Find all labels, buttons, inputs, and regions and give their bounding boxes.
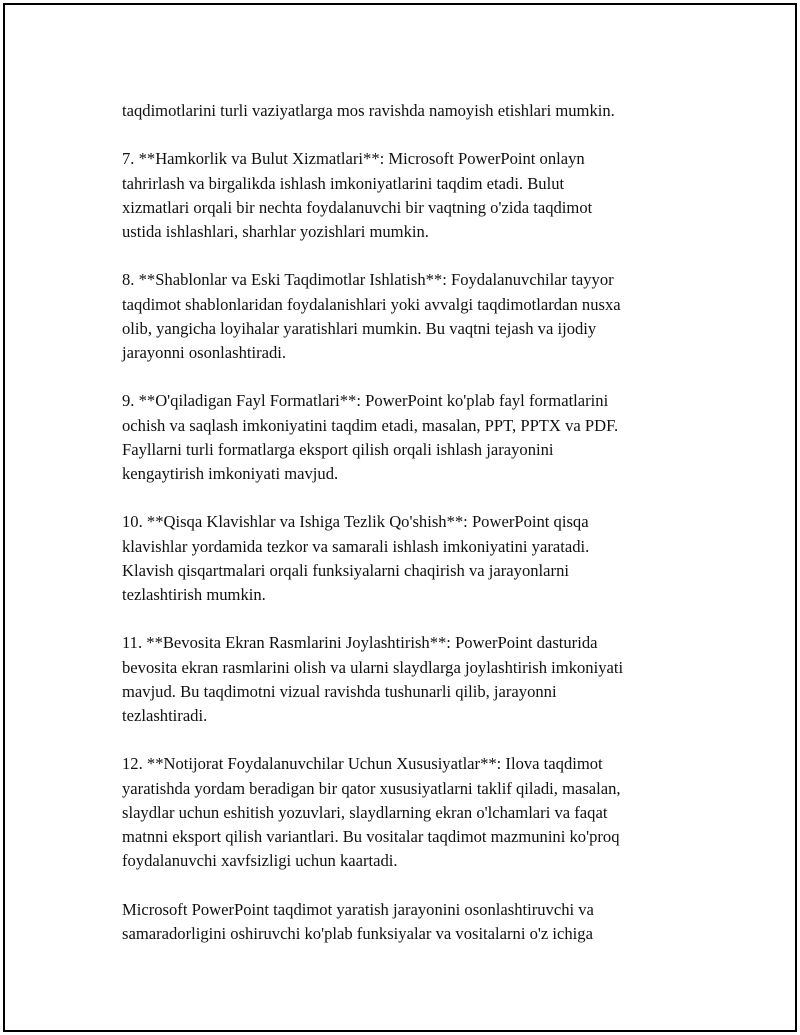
paragraph-continuation: taqdimotlarini turli vaziyatlarga mos ravishda namoyish etishlari mumkin. (122, 101, 615, 120)
paragraph-conclusion: Microsoft PowerPoint taqdimot yaratish jarayonini osonlashtiruvchi va samaradorligini oshiruvchi ko'plab funksiyalar va vositalarni o'z ichiga (122, 899, 594, 943)
paragraph-item-10: 10. **Qisqa Klavishlar va Ishiga Tezlik Qo'shish**: PowerPoint qisqa klavishlar yordamida tezkor va samarali ishlash imkoniyatini yaratadi. Klavish qisqartmalari orqali funksiyalarni chaqirish va jarayonlarni tezlashtirish mumkin. (122, 512, 590, 604)
document-body (122, 99, 692, 970)
paragraph-item-11: 11. **Bevosita Ekran Rasmlarini Joylashtirish**: PowerPoint dasturida bevosita ekran rasmlarini olish va ularni slaydlarga joylashtirish imkoniyati mavjud. Bu taqdimotni vizual ravishda tushunarli qilib, jarayonni tezlashtiradi. (122, 633, 624, 725)
paragraph-item-12: 12. **Notijorat Foydalanuvchilar Uchun Xususiyatlar**: Ilova taqdimot yaratishda yordam beradigan bir qator xususiyatlarni taklif qiladi, masalan, slaydlar uchun eshitish yozuvlari, slaydlarning ekran o'lchamlari va faqat matnni eksport qilish variantlari. Bu vositalar taqdimot mazmunini ko'proq foydalanuvchi xavfsizligi uchun kaartadi. (122, 754, 621, 871)
paragraph-item-8: 8. **Shablonlar va Eski Taqdimotlar Ishlatish**: Foydalanuvchilar tayyor taqdimot shablonlaridan foydalanishlari yoki avvalgi taqdimotlardan nusxa olib, yangicha loyihalar yaratishlari mumkin. Bu vaqtni tejash va ijodiy jarayonni osonlashtiradi. (122, 270, 621, 362)
page-frame (3, 3, 797, 1032)
paragraph-item-7: 7. **Hamkorlik va Bulut Xizmatlari**: Microsoft PowerPoint onlayn tahrirlash va birgalikda ishlash imkoniyatlarini taqdim etadi. Bulut xizmatlari orqali bir nechta foydalanuvchi bir vaqtning o'zida taqdimot ustida ishlashlari, sharhlar yozishlari mumkin. (122, 149, 593, 241)
paragraph-item-9: 9. **O'qiladigan Fayl Formatlari**: PowerPoint ko'plab fayl formatlarini ochish va saqlash imkoniyatini taqdim etadi, masalan, PPT, PPTX va PDF. Fayllarni turli formatlarga eksport qilish orqali ishlash jarayonini kengaytirish imkoniyati mavjud. (122, 391, 619, 483)
